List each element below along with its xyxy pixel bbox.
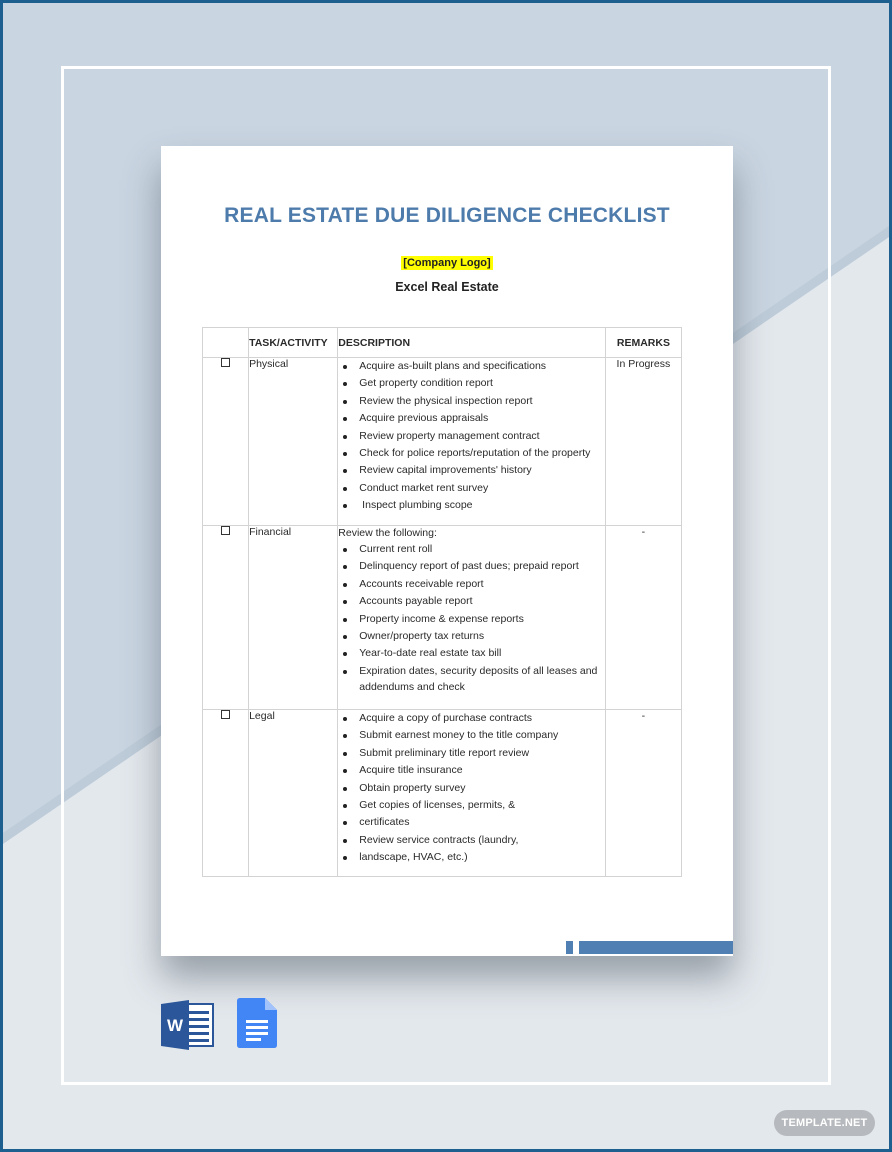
checklist-table bbox=[202, 327, 682, 877]
list-item: Accounts payable report bbox=[338, 593, 605, 610]
remarks-cell: - bbox=[605, 710, 681, 877]
table-row bbox=[203, 710, 682, 877]
checkbox-cell bbox=[203, 526, 249, 710]
description-list bbox=[338, 358, 605, 515]
company-logo-placeholder: [Company Logo] bbox=[403, 257, 491, 269]
description-cell bbox=[338, 526, 606, 710]
list-item: Acquire previous appraisals bbox=[338, 410, 605, 427]
table-row bbox=[203, 526, 682, 710]
remarks-cell: - bbox=[605, 526, 681, 710]
list-item: Property income & expense reports bbox=[338, 611, 605, 628]
task-checkbox[interactable] bbox=[221, 710, 230, 719]
list-item: Owner/property tax returns bbox=[338, 628, 605, 645]
list-item: Current rent roll bbox=[338, 541, 605, 558]
list-item: Inspect plumbing scope bbox=[338, 497, 605, 514]
list-item: landscape, HVAC, etc.) bbox=[338, 849, 605, 866]
list-item: certificates bbox=[338, 814, 605, 831]
list-item: Acquire title insurance bbox=[338, 762, 605, 779]
company-name: Excel Real Estate bbox=[395, 280, 499, 294]
list-item: Delinquency report of past dues; prepaid report bbox=[338, 558, 605, 575]
table-row bbox=[203, 358, 682, 526]
list-item: Submit earnest money to the title company bbox=[338, 727, 605, 744]
list-item: Acquire as-built plans and specifications bbox=[338, 358, 605, 375]
list-item: Obtain property survey bbox=[338, 780, 605, 797]
list-item: Expiration dates, security deposits of all leases and addendums and check bbox=[338, 663, 605, 695]
list-item: Acquire a copy of purchase contracts bbox=[338, 710, 605, 727]
table-header-row bbox=[203, 328, 682, 358]
list-item: Get copies of licenses, permits, & bbox=[338, 797, 605, 814]
checkbox-cell bbox=[203, 358, 249, 526]
remarks-cell: In Progress bbox=[605, 358, 681, 526]
list-item: Review service contracts (laundry, bbox=[338, 832, 605, 849]
description-intro: Review the following: bbox=[338, 527, 437, 539]
footer-accent-small bbox=[566, 941, 573, 954]
description-cell bbox=[338, 710, 606, 877]
list-item: Review the physical inspection report bbox=[338, 393, 605, 410]
list-item: Review property management contract bbox=[338, 428, 605, 445]
svg-text:W: W bbox=[166, 1016, 184, 1035]
list-item: Get property condition report bbox=[338, 375, 605, 392]
google-docs-icon[interactable] bbox=[237, 998, 277, 1053]
microsoft-word-icon[interactable] bbox=[161, 1000, 215, 1055]
document-title: REAL ESTATE DUE DILIGENCE CHECKLIST bbox=[224, 204, 670, 227]
description-list bbox=[338, 710, 605, 867]
task-checkbox[interactable] bbox=[221, 358, 230, 367]
list-item: Submit preliminary title report review bbox=[338, 745, 605, 762]
header-task: TASK/ACTIVITY bbox=[249, 328, 338, 358]
logo-placeholder-wrap bbox=[161, 253, 733, 271]
task-checkbox[interactable] bbox=[221, 526, 230, 535]
task-name: Physical bbox=[249, 358, 338, 526]
task-name: Financial bbox=[249, 526, 338, 710]
list-item: Year-to-date real estate tax bill bbox=[338, 645, 605, 662]
document-page bbox=[161, 146, 733, 956]
description-cell bbox=[338, 358, 606, 526]
checkbox-cell bbox=[203, 710, 249, 877]
header-checkbox-column bbox=[203, 328, 249, 358]
template-net-watermark: TEMPLATE.NET bbox=[774, 1110, 875, 1136]
list-item: Check for police reports/reputation of the property bbox=[338, 445, 605, 462]
footer-accent-bar bbox=[579, 941, 733, 954]
list-item: Accounts receivable report bbox=[338, 576, 605, 593]
header-description: DESCRIPTION bbox=[338, 328, 606, 358]
list-item: Conduct market rent survey bbox=[338, 480, 605, 497]
description-list bbox=[338, 541, 605, 695]
task-name: Legal bbox=[249, 710, 338, 877]
list-item: Review capital improvements' history bbox=[338, 462, 605, 479]
header-remarks: REMARKS bbox=[605, 328, 681, 358]
